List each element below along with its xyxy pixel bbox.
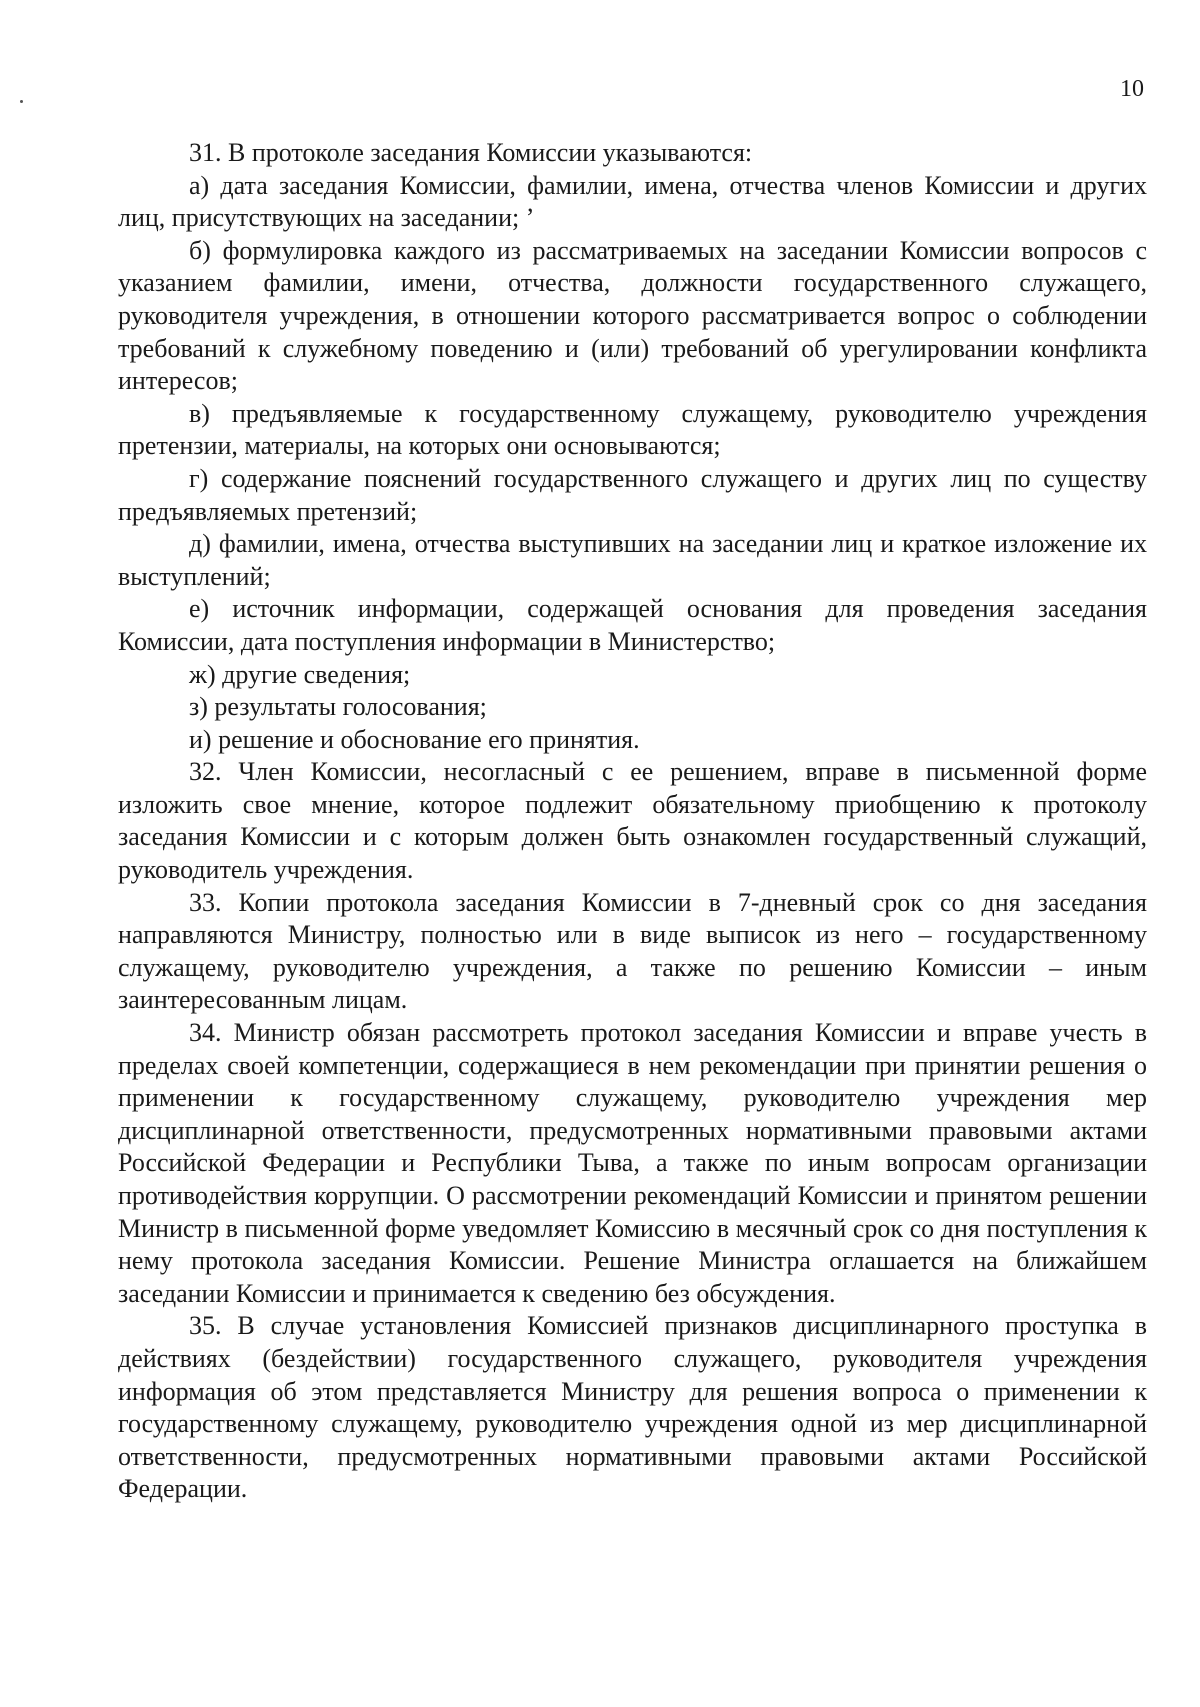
paragraph-31-d: д) фамилии, имена, отчества выступивших на заседании лиц и краткое изложение их выступлений; bbox=[118, 529, 1147, 591]
paragraph-34: 34. Министр обязан рассмотреть протокол заседания Комиссии и вправе учесть в пределах своей компетенции, содержащиеся в нем рекомендации при принятии решения о применении к государственному служащему, руководителю учреждения мер дисциплинарной ответственности, предусмотренных нормативными правовыми актами Российской Федерации и Республики Тыва, а также по иным вопросам организации противодействия коррупции. О рассмотрении рекомендаций Комиссии и принятом решении Министр в письменной форме уведомляет Комиссию в месячный срок со дня поступления к нему протокола заседания Комиссии. Решение Министра оглашается на ближайшем заседании Комиссии и принимается к сведению без обсуждения. bbox=[118, 1018, 1147, 1308]
paragraph-31-z: з) результаты голосования; bbox=[189, 692, 487, 722]
paragraph-31-v: в) предъявляемые к государственному служащему, руководителю учреждения претензии, материалы, на которых они основываются; bbox=[118, 398, 1147, 461]
page-number: 10 bbox=[1120, 76, 1144, 102]
paragraph-31-b: б) формулировка каждого из рассматриваемых на заседании Комиссии вопросов с указанием фамилии, имени, отчества, должности государственного служащего, руководителя учреждения, в отношении которого рассматривается вопрос о соблюдении требований к служебному поведению и (или) требований об урегулировании конфликта интересов; bbox=[118, 235, 1147, 396]
paragraph-31-i: и) решение и обоснование его принятия. bbox=[189, 724, 640, 754]
paragraph-31-e: е) источник информации, содержащей основания для проведения заседания Комиссии, дата поступления информации в Министерство; bbox=[118, 594, 1147, 656]
paragraph-32: 32. Член Комиссии, несогласный с ее решением, вправе в письменной форме изложить свое мнение, которое подлежит обязательному приобщению к протоколу заседания Комиссии и с которым должен быть ознакомлен государственный служащий, руководитель учреждения. bbox=[118, 757, 1147, 885]
paragraph-31-zh: ж) другие сведения; bbox=[189, 659, 411, 689]
paragraph-31-a: а) дата заседания Комиссии, фамилии, имена, отчества членов Комиссии и других лиц, присутствующих на заседании; ’ bbox=[118, 170, 1147, 233]
scan-speck bbox=[20, 100, 23, 103]
paragraph-31-heading: 31. В протоколе заседания Комиссии указываются: bbox=[189, 138, 753, 167]
paragraph-33: 33. Копии протокола заседания Комиссии в 7-дневный срок со дня заседания направляются Министру, полностью или в виде выписок из него – государственному служащему, руководителю учреждения, а также по решению Комиссии – иным заинтересованным лицам. bbox=[118, 887, 1147, 1015]
paragraph-31-g: г) содержание пояснений государственного служащего и других лиц по существу предъявляемых претензий; bbox=[118, 463, 1147, 526]
paragraph-35: 35. В случае установления Комиссией признаков дисциплинарного проступка в действиях (бездействии) государственного служащего, руководителя учреждения информация об этом представляется Министру для решения вопроса о применении к государственному служащему, руководителю учреждения одной из мер дисциплинарной ответственности, предусмотренных нормативными правовыми актами Российской Федерации. bbox=[118, 1311, 1147, 1504]
document-body bbox=[118, 137, 1147, 1506]
